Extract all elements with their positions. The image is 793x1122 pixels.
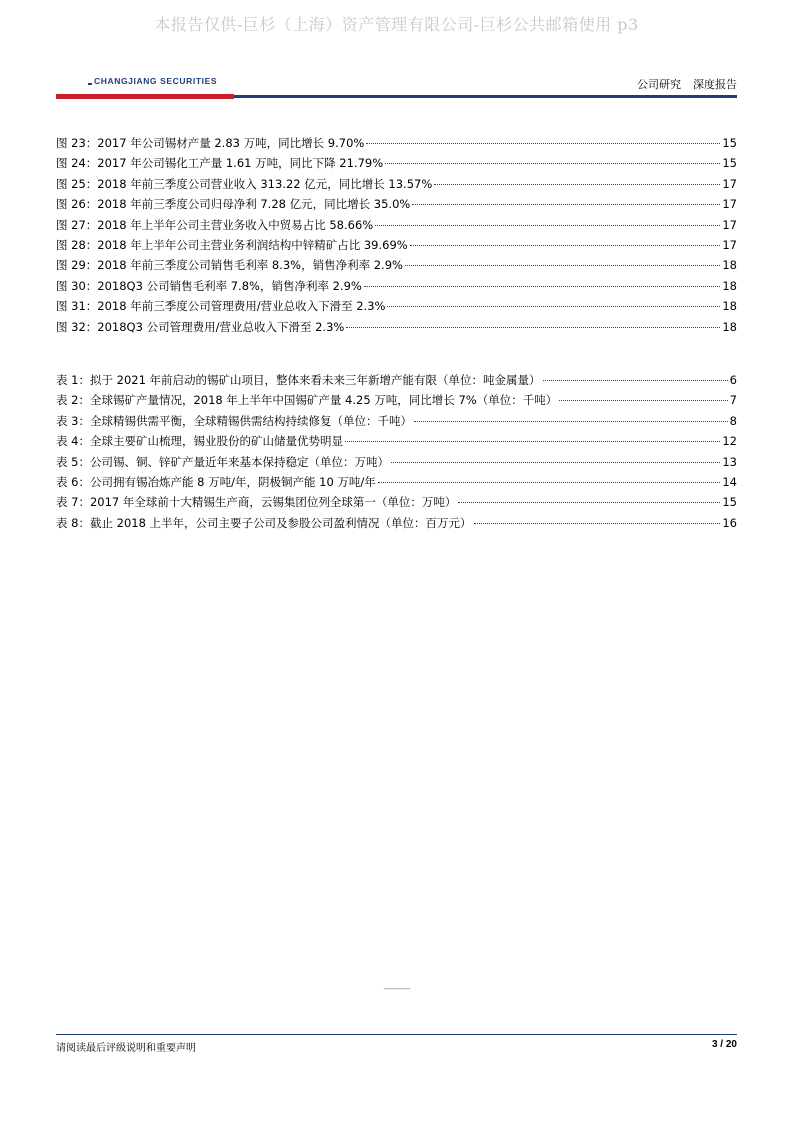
toc-entry-page: 13 bbox=[722, 454, 737, 469]
page-number: 3 / 20 bbox=[711, 1039, 737, 1050]
toc-entry-page: 8 bbox=[729, 413, 737, 428]
table-toc-row[interactable] bbox=[56, 390, 737, 410]
toc-entry-label: 图 27：2018 年上半年公司主营业务收入中贸易占比 58.66% bbox=[56, 217, 374, 232]
figure-toc-row[interactable] bbox=[56, 153, 737, 173]
toc-entry-page: 17 bbox=[722, 217, 737, 232]
report-type: 深度报告 bbox=[693, 78, 737, 91]
toc-entry-label: 图 32：2018Q3 公司管理费用/营业总收入下滑至 2.3% bbox=[56, 319, 345, 334]
figure-toc-row[interactable] bbox=[56, 235, 737, 255]
toc-entry-label: 表 6：公司拥有锡冶炼产能 8 万吨/年，阴极铜产能 10 万吨/年 bbox=[56, 474, 376, 489]
toc-entry-page: 18 bbox=[722, 258, 737, 273]
figure-index bbox=[56, 133, 737, 337]
toc-entry-label: 图 25：2018 年前三季度公司营业收入 313.22 亿元，同比增长 13.57% bbox=[56, 176, 433, 191]
toc-entry-label: 表 4：全球主要矿山梳理，锡业股份的矿山储量优势明显 bbox=[56, 434, 343, 449]
toc-entry-label: 图 31：2018 年前三季度公司管理费用/营业总收入下滑至 2.3% bbox=[56, 299, 386, 314]
toc-entry-label: 表 5：公司锡、铜、锌矿产量近年来基本保持稳定（单位：万吨） bbox=[56, 454, 389, 469]
toc-entry-page: 15 bbox=[722, 495, 737, 510]
figure-toc-row[interactable] bbox=[56, 194, 737, 214]
toc-entry-page: 18 bbox=[722, 278, 737, 293]
dot-leader bbox=[345, 440, 720, 442]
figure-toc-row[interactable] bbox=[56, 276, 737, 296]
toc-entry-label: 表 7：2017 年全球前十大精锡生产商，云锡集团位列全球第一（单位：万吨） bbox=[56, 495, 457, 510]
table-index bbox=[56, 370, 737, 533]
table-toc-row[interactable] bbox=[56, 431, 737, 451]
toc-entry-page: 17 bbox=[722, 237, 737, 252]
table-toc-row[interactable] bbox=[56, 411, 737, 431]
dot-leader bbox=[543, 379, 728, 381]
dot-leader bbox=[375, 224, 720, 226]
toc-entry-label: 图 23：2017 年公司锡材产量 2.83 万吨，同比增长 9.70% bbox=[56, 136, 365, 150]
toc-entry-label: 图 28：2018 年上半年公司主营业务利润结构中锌精矿占比 39.69% bbox=[56, 237, 408, 252]
center-separator: -------------- bbox=[383, 984, 410, 993]
table-toc-row[interactable] bbox=[56, 513, 737, 533]
toc-entry-label: 图 30：2018Q3 公司销售毛利率 7.8%，销售净利率 2.9% bbox=[56, 278, 362, 293]
report-category: 公司研究 bbox=[637, 78, 681, 91]
table-toc-row[interactable] bbox=[56, 452, 737, 472]
toc-entry-page: 14 bbox=[722, 474, 737, 489]
toc-entry-label: 表 8：截止 2018 上半年，公司主要子公司及参股公司盈利情况（单位：百万元） bbox=[56, 515, 472, 530]
header-meta bbox=[625, 76, 737, 92]
toc-entry-page: 7 bbox=[729, 393, 737, 408]
toc-entry-page: 16 bbox=[722, 515, 737, 530]
dot-leader bbox=[364, 285, 721, 287]
toc-entry-page: 17 bbox=[722, 197, 737, 212]
logo-mark-icon bbox=[88, 83, 92, 85]
toc-entry-label: 表 2：全球锡矿产量情况，2018 年上半年中国锡矿产量 4.25 万吨，同比增长 7%（单位：千吨） bbox=[56, 393, 558, 408]
toc-entry-label: 图 29：2018 年前三季度公司销售毛利率 8.3%，销售净利率 2.9% bbox=[56, 258, 403, 273]
company-logo: CHANGJIANG SECURITIES bbox=[94, 76, 218, 86]
figure-toc-row[interactable] bbox=[56, 317, 737, 337]
figure-toc-row[interactable] bbox=[56, 255, 737, 275]
figure-toc-row[interactable] bbox=[56, 296, 737, 316]
toc-entry-label: 表 3：全球精锡供需平衡，全球精锡供需结构持续修复（单位：千吨） bbox=[56, 413, 412, 428]
dot-leader bbox=[387, 305, 720, 307]
footer-disclaimer: 请阅读最后评级说明和重要声明 bbox=[56, 1043, 196, 1054]
dot-leader bbox=[366, 142, 720, 144]
toc-entry-page: 12 bbox=[722, 434, 737, 449]
toc-entry-page: 6 bbox=[729, 373, 737, 387]
dot-leader bbox=[405, 264, 720, 266]
toc-entry-page: 15 bbox=[722, 136, 737, 150]
dot-leader bbox=[474, 522, 721, 524]
dot-leader bbox=[385, 162, 720, 164]
dot-leader bbox=[559, 399, 727, 401]
header-divider-red bbox=[56, 94, 234, 99]
toc-entry-page: 15 bbox=[722, 156, 737, 171]
dot-leader bbox=[391, 461, 720, 463]
dot-leader bbox=[346, 326, 720, 328]
table-toc-row[interactable] bbox=[56, 472, 737, 492]
table-toc-row[interactable] bbox=[56, 370, 737, 390]
dot-leader bbox=[410, 244, 721, 246]
header-divider bbox=[56, 94, 737, 99]
figure-toc-row[interactable] bbox=[56, 133, 737, 153]
dot-leader bbox=[378, 481, 721, 483]
dot-leader bbox=[414, 420, 728, 422]
footer-divider bbox=[56, 1034, 737, 1035]
table-toc-row[interactable] bbox=[56, 492, 737, 512]
dot-leader bbox=[412, 203, 720, 205]
figure-toc-row[interactable] bbox=[56, 174, 737, 194]
toc-entry-page: 18 bbox=[722, 299, 737, 314]
toc-entry-label: 图 24：2017 年公司锡化工产量 1.61 万吨，同比下降 21.79% bbox=[56, 156, 384, 171]
watermark: 本报告仅供-巨杉（上海）资产管理有限公司-巨杉公共邮箱使用 p3 bbox=[154, 15, 639, 34]
header-divider-blue bbox=[234, 95, 737, 98]
toc-entry-label: 图 26：2018 年前三季度公司归母净利 7.28 亿元，同比增长 35.0% bbox=[56, 197, 411, 212]
toc-entry-page: 17 bbox=[722, 176, 737, 191]
figure-toc-row[interactable] bbox=[56, 215, 737, 235]
dot-leader bbox=[434, 183, 720, 185]
toc-entry-page: 18 bbox=[722, 319, 737, 334]
toc-entry-label: 表 1：拟于 2021 年前启动的锡矿山项目，整体来看未来三年新增产能有限（单位：吨金属量） bbox=[56, 373, 541, 387]
dot-leader bbox=[458, 501, 720, 503]
